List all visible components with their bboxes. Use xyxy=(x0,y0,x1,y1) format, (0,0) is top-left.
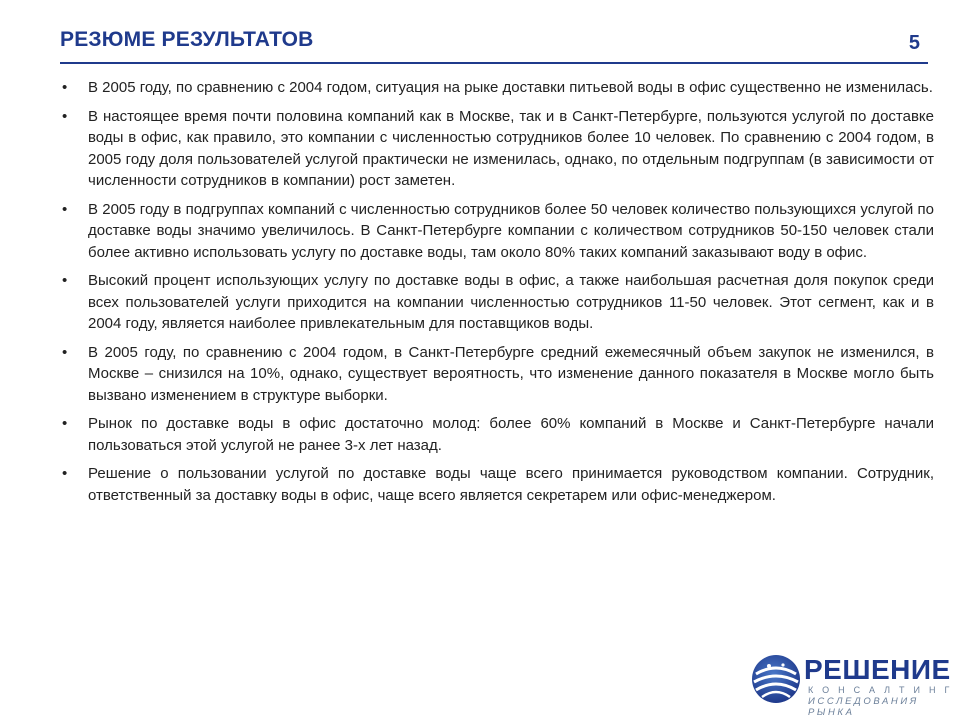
bullet-item xyxy=(62,106,934,192)
page-title: РЕЗЮМЕ РЕЗУЛЬТАТОВ xyxy=(60,28,314,51)
bullet-item xyxy=(62,77,934,99)
bullet-text: В настоящее время почти половина компаний как в Москве, так и в Санкт-Петербурге, пользуются услугой по доставке воды в офис, как правило, это компании с численностью сотрудников более 10 человек. По сравнению с 2004 годом, в 2005 году доля пользователей услугой практически не изменилась, однако, по отдельным подгруппам (в зависимости от численности сотрудников в компании) рост заметен. xyxy=(88,107,934,189)
slide-header xyxy=(60,28,928,64)
bullet-list xyxy=(62,77,934,513)
logo-subtitle-consulting: КОНСАЛТИНГ xyxy=(808,685,959,695)
company-logo xyxy=(750,652,959,718)
bullet-icon: • xyxy=(62,200,68,218)
bullet-text: В 2005 году в подгруппах компаний с численностью сотрудников более 50 человек количество пользующихся услугой по доставке воды значимо увеличилось. В Санкт-Петербурге компании с количеством сотрудников 50-150 человек стали более активно использовать услугу по доставке воды, там около 80% таких компаний заказывают воду в офис. xyxy=(88,200,934,261)
bullet-icon: • xyxy=(62,107,68,125)
bullet-item xyxy=(62,270,934,335)
bullet-item xyxy=(62,199,934,264)
globe-logo-icon xyxy=(750,652,802,706)
bullet-icon: • xyxy=(62,343,68,361)
bullet-text: Высокий процент использующих услугу по доставке воды в офис, а также наибольшая расчетная доля покупок среди всех пользователей услуги приходится на компании численностью сотрудников 11-50 человек. Этот сегмент, как и в 2004 году, является наиболее привлекательным для поставщиков воды. xyxy=(88,272,934,332)
bullet-icon: • xyxy=(62,465,68,482)
bullet-item xyxy=(62,463,934,506)
bullet-text: В 2005 году, по сравнению с 2004 годом, в Санкт-Петербурге средний ежемесячный объем закупок не изменился, в Москве – снизился на 10%, однако, существует вероятность, что изменение данного показателя в Москве могло быть вызвано изменением в структуре выборки. xyxy=(88,343,934,404)
bullet-item xyxy=(62,413,934,456)
bullet-icon: • xyxy=(62,79,68,96)
page-number: 5 xyxy=(908,32,920,54)
bullet-text: Решение о пользовании услугой по доставке воды чаще всего принимается руководством компании. Сотрудник, ответственный за доставку воды в офис, чаще всего является секретарем или офис-менеджером. xyxy=(88,465,934,504)
logo-subtitle-research: ИССЛЕДОВАНИЯ РЫНКА xyxy=(808,696,919,718)
bullet-icon: • xyxy=(62,415,68,432)
logo-name: РЕШЕНИЕ xyxy=(804,654,951,685)
bullet-text: В 2005 году, по сравнению с 2004 годом, ситуация на рыке доставки питьевой воды в офис существенно не изменилась. xyxy=(88,79,933,96)
bullet-text: Рынок по доставке воды в офис достаточно молод: более 60% компаний в Москве и Санкт-Петербурге начали пользоваться этой услугой не ранее 3-х лет назад. xyxy=(88,415,934,454)
bullet-icon: • xyxy=(62,272,68,289)
bullet-item xyxy=(62,342,934,407)
